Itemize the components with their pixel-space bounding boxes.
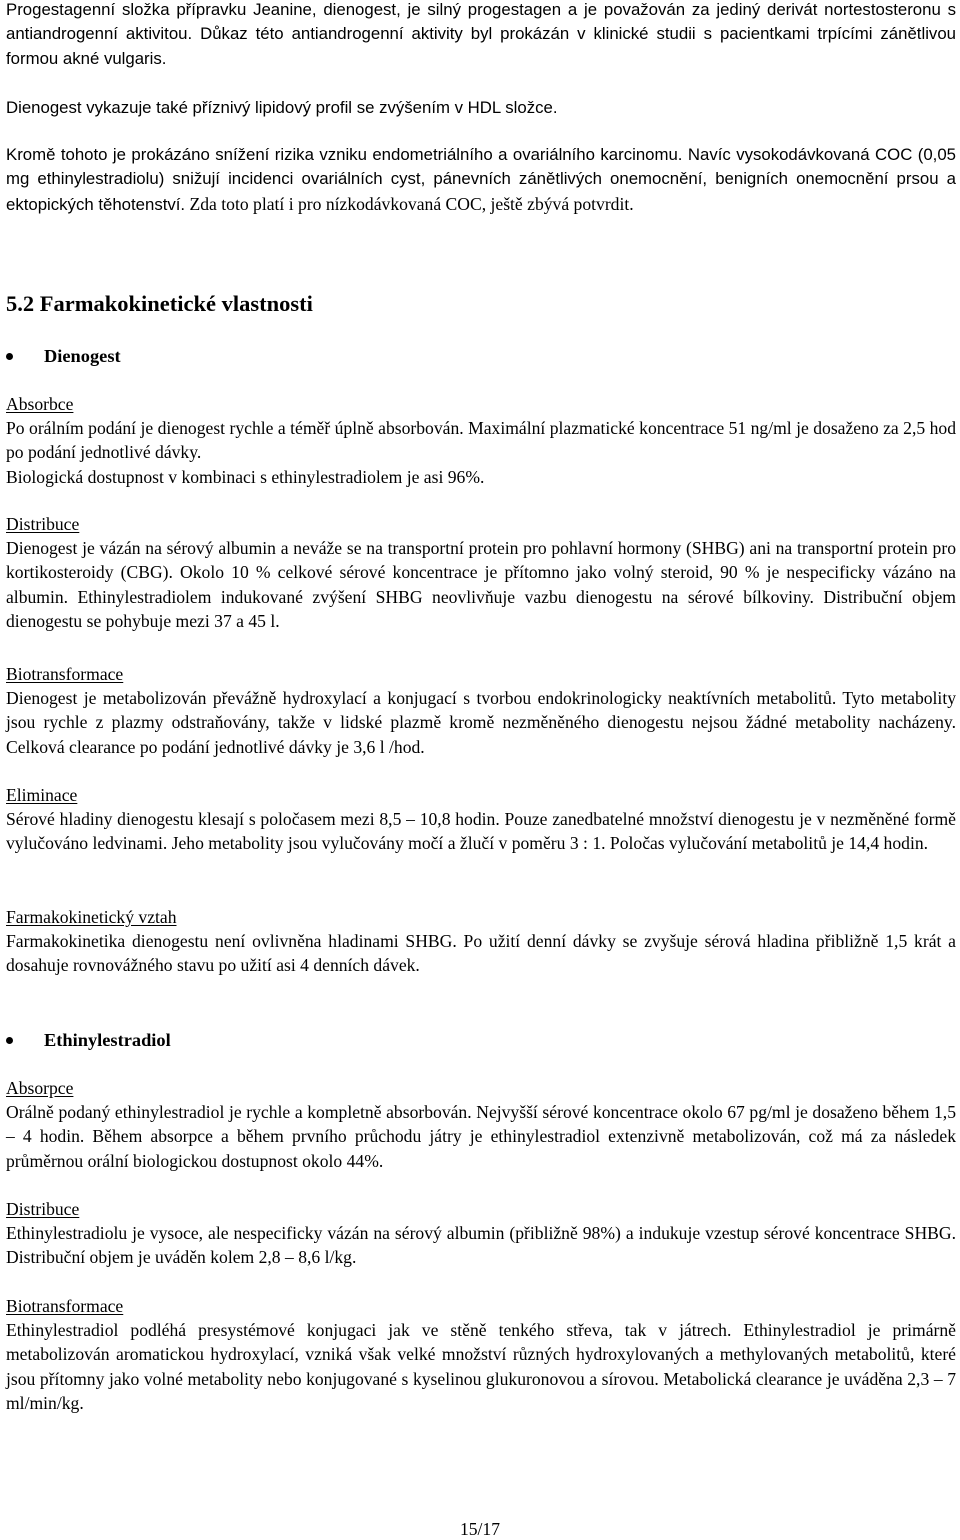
farmakokineticky-vztah-text: Farmakokinetika dienogestu není ovlivněna hladinami SHBG. Po užití denní dávky se zvyšuje sérová hladina přibližně 1,5 krát a dosahuje rovnovážného stavu po užití asi 4 denních dávek. <box>6 931 956 976</box>
subheading-farmakokineticky-vztah: Farmakokinetický vztah <box>6 907 177 927</box>
subheading-absorpce: Absorpce <box>6 1078 74 1098</box>
absorbce-text-bio: Biologická dostupnost v kombinaci s ethinylestradiolem je asi 96%. <box>6 467 485 487</box>
subheading-biotransformace: Biotransformace <box>6 664 124 684</box>
absorbce-text-1: Po orálním podání je dienogest rychle a téměř úplně absorbován. <box>6 418 464 438</box>
bullet-ethinylestradiol <box>6 1027 171 1053</box>
intro-paragraph-2: Dienogest vykazuje také příznivý lipidový profil se zvýšením v HDL složce. <box>6 98 558 117</box>
subheading-distribuce: Distribuce <box>6 514 80 534</box>
intro-paragraph-3-line: Kromě tohoto je prokázáno snížení rizika vzniku endometriálního a ovariálního karcinomu. <box>6 145 683 164</box>
bullet-icon <box>6 353 13 360</box>
absorpce-text: Orálně podaný ethinylestradiol je rychle a kompletně absorbován. Nejvyšší sérové koncentrace okolo 67 pg/ml je dosaženo během 1,5 – 4 hodin. Během absorpce a během prvního průchodu játry je ethinylestradiol extenzivně metabolizován, což má za následek průměrnou orální biologickou dostupnost okolo 44%. <box>6 1102 956 1171</box>
bullet-icon <box>6 1037 13 1044</box>
bullet-dienogest-label: Dienogest <box>44 346 121 366</box>
bullet-ethinylestradiol-label: Ethinylestradiol <box>44 1030 171 1050</box>
intro-paragraph-3-serif: Zda toto platí i pro nízkodávkovaná COC, ještě zbývá potvrdit. <box>185 193 634 214</box>
section-heading: 5.2 Farmakokinetické vlastnosti <box>6 291 313 316</box>
biotransformace-ee-text: Ethinylestradiol podléhá presystémové konjugaci jak ve stěně tenkého střeva, tak v játrech. Ethinylestradiol je primárně metabolizován aromatickou hydroxylací, vzniká však velké množství různých hydroxylovaných a methylovaných metabolitů, které jsou přítomny jako volné metabolity nebo konjugované s kyselinou glukuronovou a sírovou. Metabolická clearance je uváděna 2,3 – 7 ml/min/kg. <box>6 1320 956 1414</box>
page-number: 15/17 <box>459 1519 501 1539</box>
subheading-absorbce: Absorbce <box>6 394 74 414</box>
absorbce-text <box>6 416 956 465</box>
intro-paragraph-3 <box>6 143 956 217</box>
eliminace-text: Sérové hladiny dienogestu klesají s poločasem mezi 8,5 – 10,8 hodin. Pouze zanedbatelné množství dienogestu je v nezměněné formě vylučováno ledvinami. Jeho metabolity jsou vylučovány močí a žlučí v poměru 3 : 1. Poločas vylučování metabolitů je 14,4 hodin. <box>6 809 956 854</box>
absorbce-text-2: Maximální plazmatické koncentrace 51 ng/ml je dosaženo za 2,5 hod po podání jednotlivé dávky. <box>6 418 956 463</box>
biotransformace-text: Dienogest je metabolizován převážně hydroxylací a konjugací s tvorbou endokrinologicky neaktívních metabolitů. Tyto metabolity jsou rychle z plazmy odstraňovány, takže v lidské plazmě kromě nezměněného dienogestu nejsou žádné metabolity nacházeny. Celková clearance po podání jednotlivé dávky je 3,6 l /hod. <box>6 688 956 757</box>
subheading-eliminace: Eliminace <box>6 785 78 805</box>
subheading-biotransformace-ee: Biotransformace <box>6 1296 124 1316</box>
subheading-distribuce-ee: Distribuce <box>6 1199 80 1219</box>
intro-paragraph-1: Progestagenní složka přípravku Jeanine, dienogest, je silný progestagen a je považován za jediný derivát nortestosteronu s antiandrogenní aktivitou. Důkaz této antiandrogenní aktivity byl prokázán v klinické studii s pacientkami trpícími zánětlivou formou akné vulgaris. <box>6 0 956 68</box>
intro-paragraph-3-rest: Navíc vysokodávkovaná COC (0,05 mg ethinylestradiolu) snižují incidenci ovariálních cyst, pánevních zánětlivých onemocnění, benigních onemocnění prsou a ektopických těhotenství. <box>6 145 956 214</box>
distribuce-ee-text: Ethinylestradiolu je vysoce, ale nespecificky vázán na sérový albumin (přibližně 98%) a indukuje vzestup sérové koncentrace SHBG. Distribuční objem je uváděn kolem 2,8 – 8,6 l/kg. <box>6 1223 956 1268</box>
distribuce-text: Dienogest je vázán na sérový albumin a neváže se na transportní protein pro pohlavní hormony (SHBG) ani na transportní protein pro kortikosteroidy (CBG). Okolo 10 % celkové sérové koncentrace je přítomno jako volný steroid, 90 % je nespecificky vázáno na albumin. Ethinylestradiolem indukované zvýšení SHBG neovlivňuje vazbu dienogestu na sérové bílkoviny. Distribuční objem dienogestu se pohybuje mezi 37 a 45 l. <box>6 538 956 632</box>
bullet-dienogest <box>6 343 121 369</box>
